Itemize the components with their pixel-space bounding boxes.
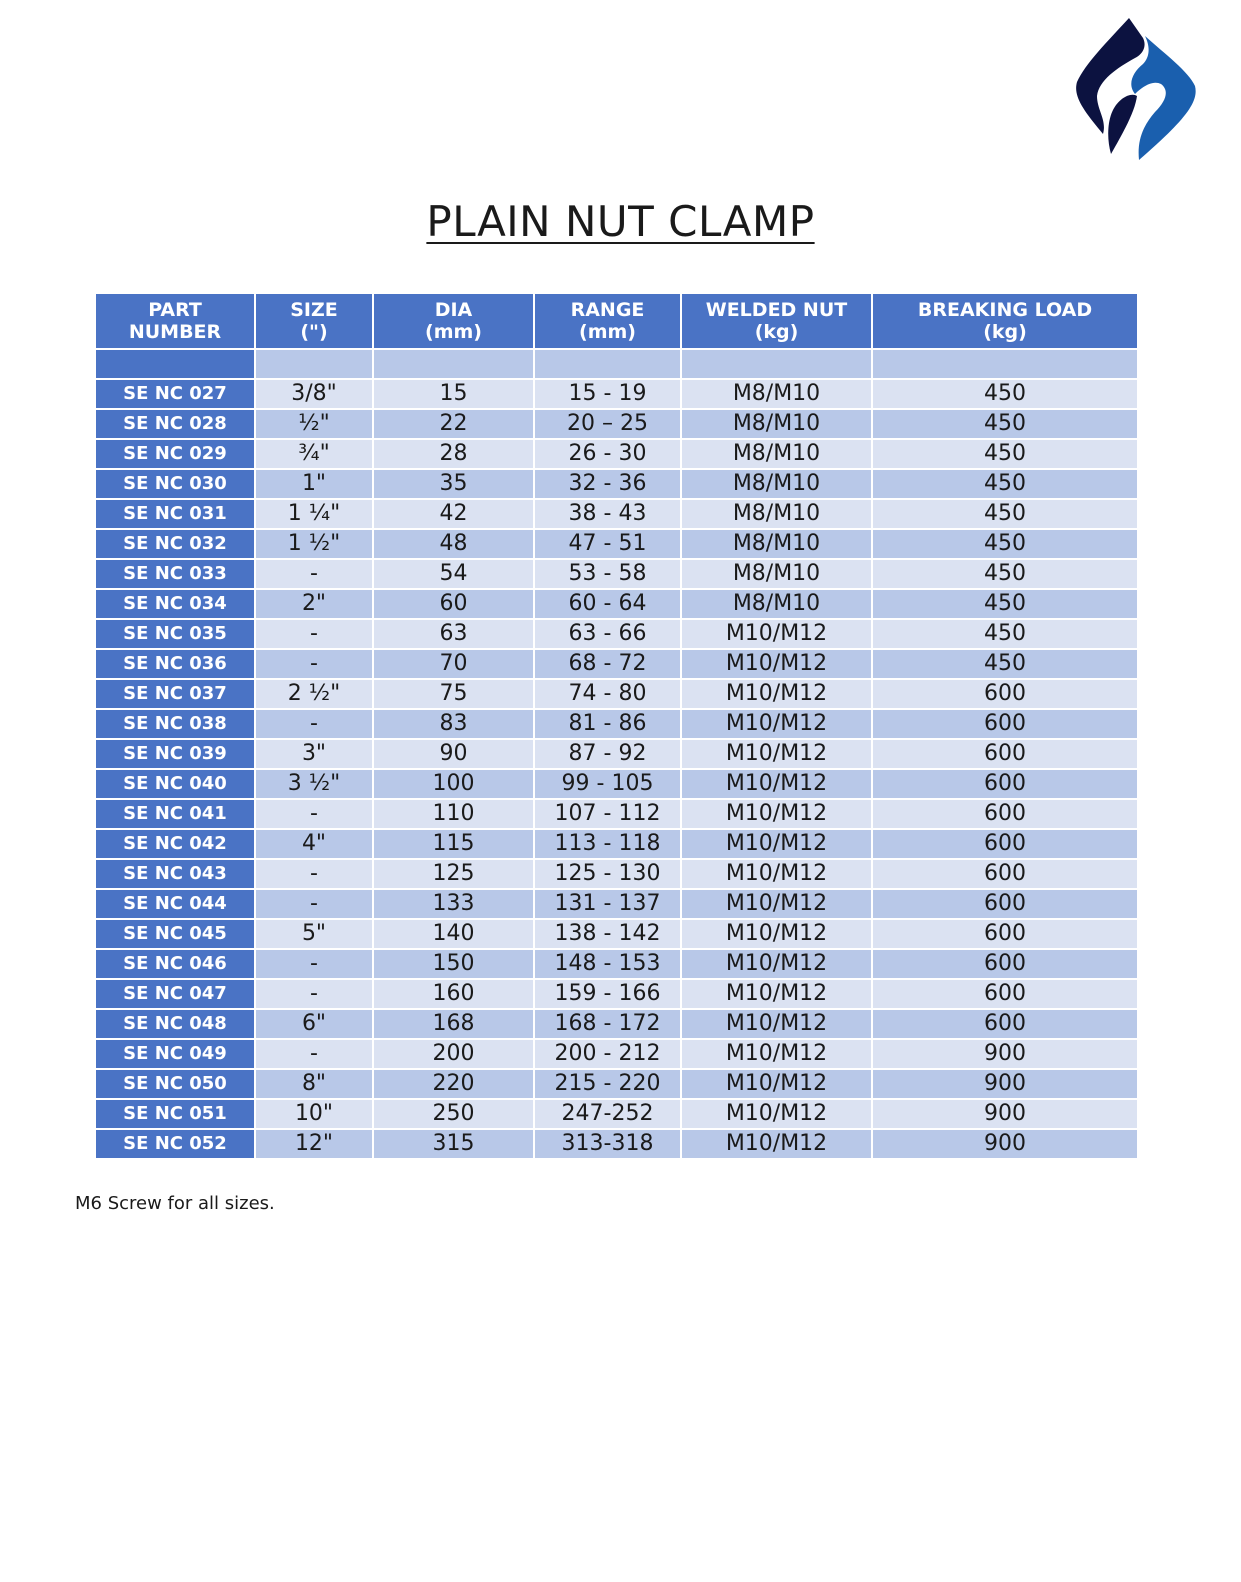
cell-breaking-load: 450 [872,499,1138,529]
header-welded-nut-line: WELDED NUT [705,299,848,321]
cell-breaking-load: 600 [872,949,1138,979]
cell-size: - [255,649,373,679]
table-row [95,649,1138,679]
cell-welded-nut: M10/M12 [681,829,872,859]
cell-range: 63 - 66 [534,619,681,649]
cell-dia: 133 [373,889,534,919]
cell-range: 200 - 212 [534,1039,681,1069]
table-row [95,709,1138,739]
cell-part-number: SE NC 028 [95,409,255,439]
cell-welded-nut: M10/M12 [681,1009,872,1039]
cell-size: ½" [255,409,373,439]
cell-part-number: SE NC 044 [95,889,255,919]
cell-breaking-load: 450 [872,409,1138,439]
cell-welded-nut: M8/M10 [681,589,872,619]
cell-range: 32 - 36 [534,469,681,499]
cell-range: 247-252 [534,1099,681,1129]
cell-welded-nut: M10/M12 [681,859,872,889]
cell-part-number: SE NC 038 [95,709,255,739]
cell-breaking-load: 600 [872,829,1138,859]
cell-welded-nut: M8/M10 [681,499,872,529]
cell-welded-nut: M10/M12 [681,619,872,649]
cell-dia: 15 [373,379,534,409]
cell-part-number: SE NC 045 [95,919,255,949]
cell-range: 81 - 86 [534,709,681,739]
footnote: M6 Screw for all sizes. [75,1193,275,1214]
cell-dia: 220 [373,1069,534,1099]
cell-dia: 110 [373,799,534,829]
cell-range: 60 - 64 [534,589,681,619]
logo-blue-shape [1131,36,1195,160]
cell-dia: 160 [373,979,534,1009]
cell-size: - [255,889,373,919]
cell-dia: 63 [373,619,534,649]
cell-range: 53 - 58 [534,559,681,589]
cell-range: 74 - 80 [534,679,681,709]
cell-range: 87 - 92 [534,739,681,769]
cell-welded-nut: M8/M10 [681,559,872,589]
cell-welded-nut: M8/M10 [681,379,872,409]
cell-breaking-load: 600 [872,799,1138,829]
cell-breaking-load: 600 [872,919,1138,949]
table-row [95,439,1138,469]
table-row [95,499,1138,529]
cell-part-number: SE NC 032 [95,529,255,559]
cell-part-number: SE NC 037 [95,679,255,709]
cell-size: 10" [255,1099,373,1129]
cell-dia: 22 [373,409,534,439]
header-dia-line: (mm) [425,321,482,343]
cell-part-number: SE NC 043 [95,859,255,889]
cell-range: 138 - 142 [534,919,681,949]
table-row [95,529,1138,559]
cell-part-number: SE NC 029 [95,439,255,469]
header-size-line: (") [300,321,328,343]
cell-breaking-load: 600 [872,859,1138,889]
cell-welded-nut: M8/M10 [681,409,872,439]
cell-part-number: SE NC 039 [95,739,255,769]
cell-range: 159 - 166 [534,979,681,1009]
header-part-number-line: NUMBER [128,321,222,343]
cell-size: 8" [255,1069,373,1099]
cell-breaking-load: 450 [872,619,1138,649]
cell-range: 113 - 118 [534,829,681,859]
cell-size: - [255,799,373,829]
table-row [95,469,1138,499]
table-row [95,1069,1138,1099]
cell-range: 68 - 72 [534,649,681,679]
header-part-number [95,293,255,349]
table-row [95,889,1138,919]
cell-size: 1 ¼" [255,499,373,529]
cell-welded-nut: M8/M10 [681,529,872,559]
cell-welded-nut: M10/M12 [681,949,872,979]
table-row [95,379,1138,409]
cell-welded-nut: M10/M12 [681,919,872,949]
header-dia [373,293,534,349]
header-size [255,293,373,349]
cell-size: 5" [255,919,373,949]
cell-dia: 90 [373,739,534,769]
cell-welded-nut: M10/M12 [681,739,872,769]
cell-size: 3/8" [255,379,373,409]
cell-breaking-load: 450 [872,439,1138,469]
header-welded-nut-line: (kg) [754,321,799,343]
table-row [95,1129,1138,1159]
cell-part-number: SE NC 051 [95,1099,255,1129]
cell-size: - [255,949,373,979]
header-breaking-load [872,293,1138,349]
cell-size: 3 ½" [255,769,373,799]
header-range [534,293,681,349]
cell-breaking-load: 600 [872,769,1138,799]
cell-dia: 54 [373,559,534,589]
header-breaking-load-line: (kg) [983,321,1027,343]
cell-dia: 48 [373,529,534,559]
cell-dia: 125 [373,859,534,889]
table-row [95,859,1138,889]
cell-part-number: SE NC 041 [95,799,255,829]
table-row [95,829,1138,859]
cell-welded-nut: M10/M12 [681,709,872,739]
cell-welded-nut: M10/M12 [681,1039,872,1069]
cell-welded-nut: M10/M12 [681,679,872,709]
cell-breaking-load: 900 [872,1099,1138,1129]
spec-table [94,292,1139,1160]
cell-part-number: SE NC 027 [95,379,255,409]
table-row [95,1099,1138,1129]
cell-size: 3" [255,739,373,769]
logo-dark-wedge [1108,95,1137,154]
cell-breaking-load: 600 [872,889,1138,919]
cell-size: - [255,619,373,649]
page-title: PLAIN NUT CLAMP [426,197,815,247]
table-row [95,919,1138,949]
cell-part-number: SE NC 036 [95,649,255,679]
cell-dia: 75 [373,679,534,709]
cell-range: 47 - 51 [534,529,681,559]
cell-part-number: SE NC 040 [95,769,255,799]
cell-welded-nut: M8/M10 [681,439,872,469]
cell-range: 38 - 43 [534,499,681,529]
cell-range: 107 - 112 [534,799,681,829]
table-row [95,979,1138,1009]
cell-breaking-load: 900 [872,1039,1138,1069]
cell-dia: 83 [373,709,534,739]
cell-breaking-load: 450 [872,379,1138,409]
cell-size: - [255,709,373,739]
table-row [95,769,1138,799]
cell-part-number: SE NC 046 [95,949,255,979]
cell-range: 215 - 220 [534,1069,681,1099]
cell-dia: 100 [373,769,534,799]
cell-size: - [255,1039,373,1069]
cell-range: 131 - 137 [534,889,681,919]
cell-range: 125 - 130 [534,859,681,889]
cell-breaking-load: 450 [872,529,1138,559]
header-spacer-row [95,349,1138,379]
cell-dia: 35 [373,469,534,499]
cell-welded-nut: M10/M12 [681,889,872,919]
table-header-row [95,293,1138,349]
cell-part-number: SE NC 031 [95,499,255,529]
cell-size: 2" [255,589,373,619]
header-breaking-load-line: BREAKING LOAD [917,299,1093,321]
cell-size: 2 ½" [255,679,373,709]
cell-dia: 115 [373,829,534,859]
cell-welded-nut: M10/M12 [681,979,872,1009]
cell-dia: 42 [373,499,534,529]
cell-breaking-load: 900 [872,1129,1138,1159]
cell-welded-nut: M10/M12 [681,1129,872,1159]
header-range-line: RANGE [570,299,645,321]
cell-dia: 200 [373,1039,534,1069]
cell-size: 4" [255,829,373,859]
cell-range: 15 - 19 [534,379,681,409]
cell-range: 148 - 153 [534,949,681,979]
cell-size: 1 ½" [255,529,373,559]
cell-size: 1" [255,469,373,499]
cell-part-number: SE NC 050 [95,1069,255,1099]
header-size-line: SIZE [290,299,338,321]
cell-size: 6" [255,1009,373,1039]
header-range-line: (mm) [579,321,636,343]
cell-welded-nut: M10/M12 [681,1069,872,1099]
table-row [95,799,1138,829]
cell-size: - [255,979,373,1009]
cell-dia: 168 [373,1009,534,1039]
table-row [95,1039,1138,1069]
cell-range: 99 - 105 [534,769,681,799]
header-part-number-line: PART [148,299,202,321]
table-row [95,739,1138,769]
cell-range: 26 - 30 [534,439,681,469]
cell-welded-nut: M10/M12 [681,799,872,829]
cell-part-number: SE NC 047 [95,979,255,1009]
cell-size: 12" [255,1129,373,1159]
cell-breaking-load: 450 [872,649,1138,679]
cell-breaking-load: 600 [872,1009,1138,1039]
cell-welded-nut: M8/M10 [681,469,872,499]
header-welded-nut [681,293,872,349]
cell-part-number: SE NC 030 [95,469,255,499]
cell-breaking-load: 600 [872,679,1138,709]
cell-breaking-load: 600 [872,709,1138,739]
cell-part-number: SE NC 052 [95,1129,255,1159]
table-row [95,409,1138,439]
header-dia-line: DIA [434,299,473,321]
cell-breaking-load: 450 [872,469,1138,499]
cell-breaking-load: 450 [872,589,1138,619]
cell-dia: 60 [373,589,534,619]
cell-part-number: SE NC 048 [95,1009,255,1039]
cell-dia: 28 [373,439,534,469]
cell-dia: 140 [373,919,534,949]
cell-part-number: SE NC 035 [95,619,255,649]
cell-part-number: SE NC 042 [95,829,255,859]
cell-range: 313-318 [534,1129,681,1159]
cell-size: - [255,559,373,589]
cell-dia: 250 [373,1099,534,1129]
table-row [95,1009,1138,1039]
cell-size: ¾" [255,439,373,469]
cell-dia: 70 [373,649,534,679]
cell-part-number: SE NC 049 [95,1039,255,1069]
cell-part-number: SE NC 034 [95,589,255,619]
table-row [95,679,1138,709]
company-logo [1073,14,1201,162]
cell-breaking-load: 600 [872,739,1138,769]
table-row [95,949,1138,979]
cell-part-number: SE NC 033 [95,559,255,589]
cell-dia: 150 [373,949,534,979]
cell-breaking-load: 900 [872,1069,1138,1099]
cell-range: 168 - 172 [534,1009,681,1039]
cell-range: 20 – 25 [534,409,681,439]
cell-welded-nut: M10/M12 [681,769,872,799]
table-row [95,559,1138,589]
cell-welded-nut: M10/M12 [681,1099,872,1129]
cell-welded-nut: M10/M12 [681,649,872,679]
cell-dia: 315 [373,1129,534,1159]
table-row [95,589,1138,619]
cell-size: - [255,859,373,889]
table-row [95,619,1138,649]
cell-breaking-load: 600 [872,979,1138,1009]
cell-breaking-load: 450 [872,559,1138,589]
